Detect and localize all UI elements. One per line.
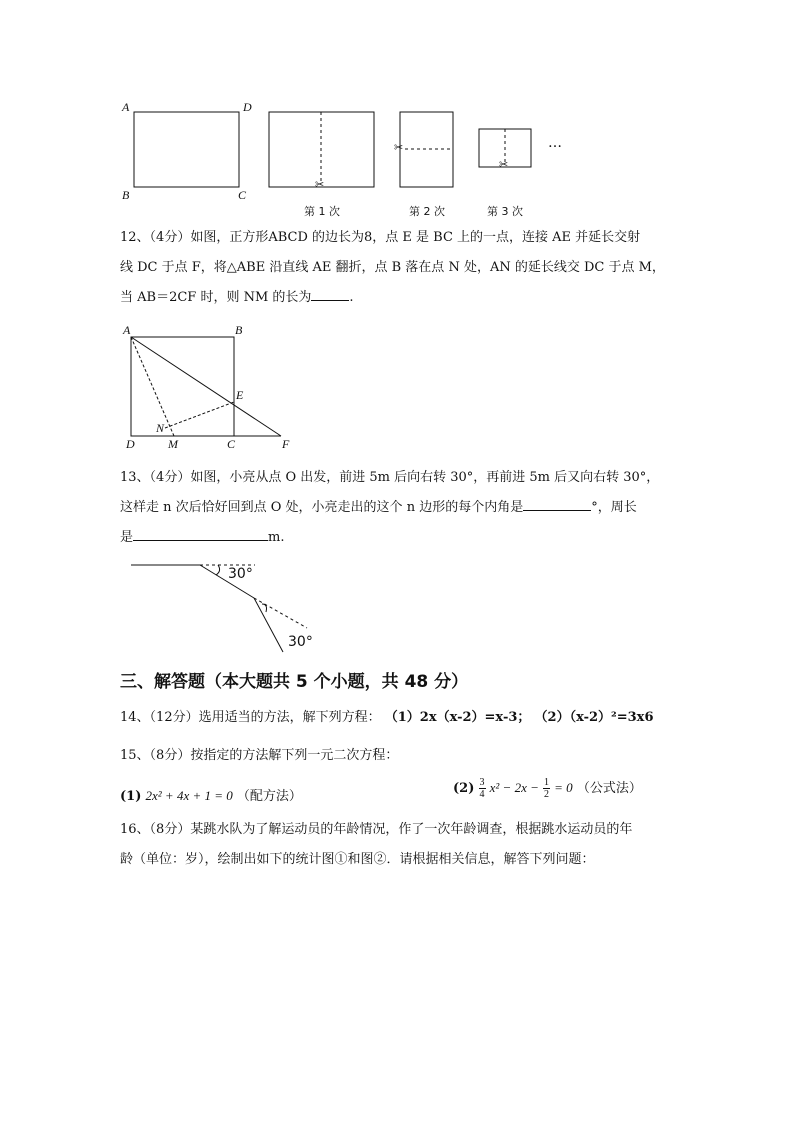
q12-line-1: 12、（4分）如图，正方形ABCD 的边长为8，点 E 是 BC 上的一点，连接 AE 并延长交射 [120,230,641,245]
q13-line-1: 13、（4分）如图，小亮从点 O 出发，前进 5m 后向右转 30°，再前进 5m 后又向右转 30°， [120,470,660,485]
q15-text: 15、（8分）按指定的方法解下列一元二次方程： [120,748,399,763]
q14-text: 14、（12分）选用适当的方法，解下列方程： [120,710,381,725]
label-b: B [122,188,130,202]
q13-line-3-end: m. [268,530,285,545]
q15-part-1-label: (1) [120,789,142,804]
angle-label-2: 30° [288,634,313,650]
label-a: A [122,100,130,114]
label-n: N [156,421,165,435]
q15-part-2-middle: x² − 2x − [489,780,539,795]
ellipsis: … [548,135,562,151]
question-15 [120,741,680,771]
label-a: A [123,323,131,337]
label-d: D [126,437,135,451]
q12-line-2: 线 DC 于点 F，将△ABE 沿直线 AE 翻折，点 B 落在点 N 处，AN 的延长线交 DC 于点 M， [120,260,665,275]
label-d: D [243,100,252,114]
fraction-one-half: $\frac{1}{2}$ [544,777,550,800]
scissors-icon: ✂ [499,158,509,171]
q15-part-2 [453,777,642,800]
question-14 [120,703,720,733]
q12-line-3-end: . [349,290,354,305]
q15-part-2-label: (2) [453,781,475,796]
question-16 [120,815,680,875]
angle-label-1: 30° [228,566,253,582]
q16-line-1: 16、（8分）某跳水队为了解运动员的年龄情况，作了一次年龄调查，根据跳水运动员的年 [120,822,633,837]
label-f: F [282,437,290,451]
fraction-three-quarters: $\frac{3}{4}$ [479,777,485,800]
caption-fold-2: 第 2 次 [409,205,445,218]
scissors-icon: ✂ [315,178,325,191]
q16-line-2: 龄（单位：岁），绘制出如下的统计图①和图②．请根据相关信息，解答下列问题： [120,852,595,867]
path-segment-3 [254,598,283,652]
q12-line-3-text: 当 AB＝2CF 时，则 NM 的长为 [120,290,312,305]
label-b: B [235,323,243,337]
label-m: M [168,437,178,451]
q14-equation-2: （2）（x-2）²=3x6 [534,710,654,725]
scissors-icon: ✂ [394,141,404,154]
caption-fold-1: 第 1 次 [304,205,340,218]
q15-part-1-method: （配方法） [236,789,302,804]
q15-part-1-equation: 2x² + 4x + 1 = 0 [145,788,233,803]
q13-line-2-text: 这样走 n 次后恰好回到点 O 处，小亮走出的这个 n 边形的每个内角是 [120,500,524,515]
angle-arc-2 [262,604,267,612]
label-e: E [236,388,244,402]
angle-arc-1 [216,565,220,575]
section-title: 三、解答题（本大题共 5 个小题，共 48 分） [120,672,469,692]
label-c: C [227,437,236,451]
label-c: C [238,188,247,202]
q14-equation-1: （1）2x（x-2）=x-3； [384,710,531,725]
q15-part-1 [120,785,302,804]
q15-part-2-method: （公式法） [576,781,642,796]
q15-part-2-end: = 0 [554,780,573,795]
q13-line-3-text: 是 [120,530,134,545]
q13-line-2-end: °，周长 [591,500,637,515]
caption-fold-3: 第 3 次 [487,205,523,218]
